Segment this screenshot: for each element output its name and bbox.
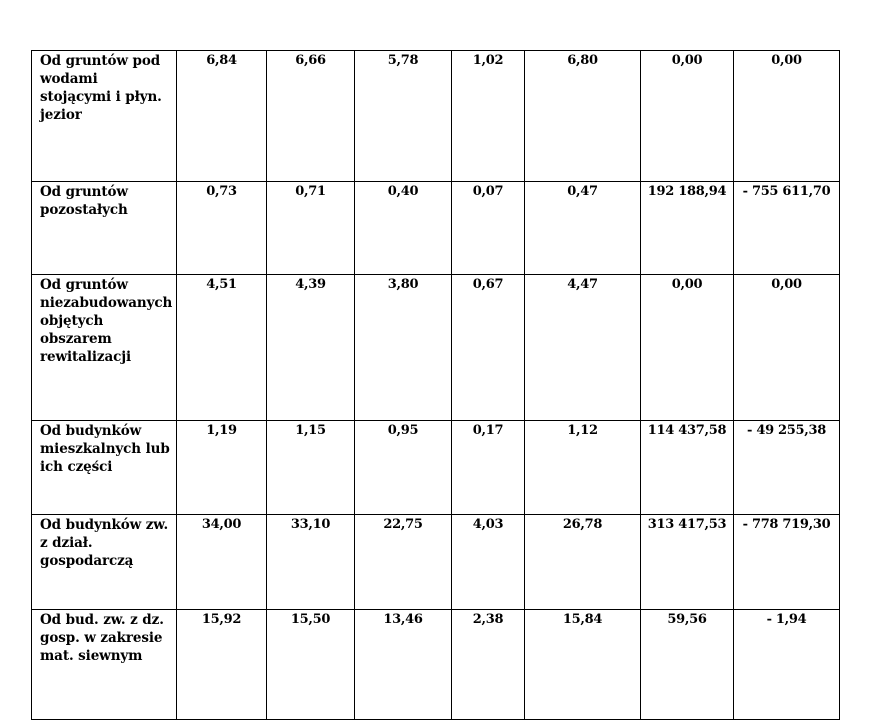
value-cell: 0,17 [452,421,525,515]
value-cell: 26,78 [525,515,641,610]
value-cell: 3,80 [355,275,452,421]
value-cell: 4,39 [267,275,355,421]
value-cell: 15,92 [177,610,267,720]
value-cell: 5,78 [355,51,452,182]
tax-rates-table [31,50,840,720]
row-label-cell: Od gruntów pozostałych [32,182,177,275]
value-cell: 313 417,53 [641,515,734,610]
row-label-cell: Od budynków mieszkalnych lub ich części [32,421,177,515]
value-cell: 192 188,94 [641,182,734,275]
value-cell: 22,75 [355,515,452,610]
value-cell: 6,66 [267,51,355,182]
row-label-cell: Od gruntów pod wodami stojącymi i płyn. jezior [32,51,177,182]
table-row [32,421,840,515]
value-cell: 0,00 [734,51,840,182]
table-row [32,610,840,720]
value-cell: 59,56 [641,610,734,720]
value-cell: 13,46 [355,610,452,720]
value-cell: 1,12 [525,421,641,515]
value-cell: 0,67 [452,275,525,421]
value-cell: 0,07 [452,182,525,275]
value-cell: 4,03 [452,515,525,610]
value-cell: 33,10 [267,515,355,610]
value-cell: 0,00 [641,275,734,421]
value-cell: 4,47 [525,275,641,421]
value-cell: 6,84 [177,51,267,182]
value-cell: 0,00 [641,51,734,182]
value-cell: 6,80 [525,51,641,182]
value-cell: 1,19 [177,421,267,515]
table-row [32,182,840,275]
value-cell: - 778 719,30 [734,515,840,610]
value-cell: 0,40 [355,182,452,275]
value-cell: 34,00 [177,515,267,610]
value-cell: 15,50 [267,610,355,720]
row-label-cell: Od budynków zw. z dział. gospodarczą [32,515,177,610]
value-cell: 15,84 [525,610,641,720]
value-cell: 0,95 [355,421,452,515]
row-label-cell: Od gruntów niezabudowanych objętych obszarem rewitalizacji [32,275,177,421]
value-cell: 1,02 [452,51,525,182]
table-row [32,515,840,610]
table-row [32,51,840,182]
value-cell: - 1,94 [734,610,840,720]
value-cell: 0,47 [525,182,641,275]
row-label-cell: Od bud. zw. z dz. gosp. w zakresie mat. siewnym [32,610,177,720]
value-cell: - 755 611,70 [734,182,840,275]
value-cell: 1,15 [267,421,355,515]
value-cell: 2,38 [452,610,525,720]
value-cell: 0,00 [734,275,840,421]
table-row [32,275,840,421]
value-cell: - 49 255,38 [734,421,840,515]
value-cell: 0,71 [267,182,355,275]
value-cell: 0,73 [177,182,267,275]
value-cell: 114 437,58 [641,421,734,515]
table-body [32,51,840,720]
value-cell: 4,51 [177,275,267,421]
